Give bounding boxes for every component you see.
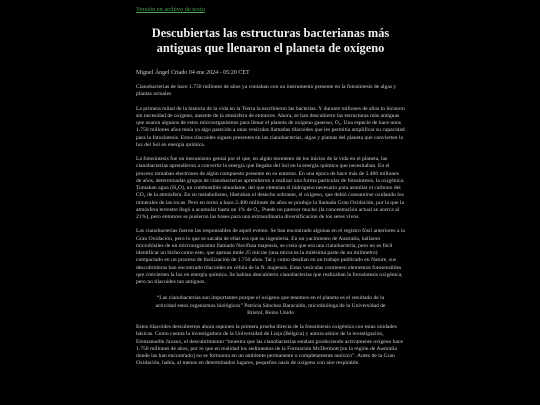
article-paragraph: La primera mitad de la historia de la vida en la Tierra la escribieron las bacterias. Y durante millones de años lo hicieron sin necesidad de oxígeno, ausente de la atmósfera de entonces. Ahora, se han descubierto las estructuras más antiguas que usaron algunos de estos microorganismos para llenar el planeta de oxígeno gaseoso, O₂. Una especie de hace unos 1.750 millones años tenía ya algo parecido a unas vesículas llamadas tilacoides que les permitía amplificar su capacidad para la fotosíntesis. Estos tilacoides siguen presentes en las cianobacterias, algas y plantas del planeta que convierten la luz del Sol en energía química. — [136, 105, 405, 148]
pull-quote: “Las cianobacterias son importantes porque el oxígeno que tenemos en el planeta es el resultado de la actividad estos organismos biológicos” Patricia Sánchez Baracaldo, microbióloga de la Universidad de Bristol, Reino Unido — [155, 295, 386, 316]
article-paragraph: La fotosíntesis fue un mecanismo genial por el que, en algún momento de los inicios de la vida en el planeta, las cianobacterias aprendieron a convertir la energía que llegaba del Sol en la energía química que necesitaban. En el proceso tomaban electrones de algún compuesto presente en su entorno. En una época de hace más de 2.400 millones de años, determinadas grupos de cianobacterias aprendieron a realizar una forma particular de fotosíntesis, la oxigénica. Tomaban agua (H₂O), un combustible abundante, del que obtenían el hidrógeno necesario para asimilar el carbono del CO₂ de la atmósfera. En su metabolismo, liberaban el desecho sobrante, el oxígeno, que debió consumirse oxidando los minerales de las rocas. Pero en torno a hace 2.400 millones de años se produjo la llamada Gran Oxidación, por la que la atmósfera terrestre llegó a acumular hasta un 1% de O₂. Puede no parecer mucho (la concentración actual se acerca al 21%), pero entonces se pusieron las bases para una extraordinaria diversificación de los seres vivos. — [136, 156, 405, 220]
article — [136, 18, 405, 368]
article-paragraph: Las cianobacterias fueron las responsables de aquel evento. Se han encontrado algunas en el registro fósil anteriores a la Gran Oxidación, pero lo que se sacaba de ellas era que su ingeniería. En un yacimiento de Australia, hallaron microfósiles de un microorganismo llamado Navifusa majensis, se creía que era una cianobacteria, pero no es fácil identificar un bicho como este, que apenas mide 25 micras (una micra es la milésima parte de un milímetro) compactado en un proceso de fosilización de 1.750 años. Tal y como detallan en un trabajo publicado en Nature, sus descubridoras han encontrado tilacoides en célula de la N. majensis. Estas vesículas contienen elementos fotosensibles que convierten la luz en energía química. Se habían descubierto cianobacterias que realizaban la fotosíntesis oxigénica, pero no tilacoides tan antiguos. — [136, 228, 405, 285]
article-byline: Miguel Ángel Criado 04 ene 2024 - 05:20 CET — [136, 70, 250, 76]
text-version-link[interactable]: Versión en archivo de texto — [136, 6, 205, 13]
article-title: Descubiertas las estructuras bacterianas más antiguas que llenaron el planeta de oxígeno — [151, 26, 390, 55]
article-lead: Cianobacterias de hace 1.750 millones de años ya contaban con un instrumento presente en la fotosíntesis de algas y plantas actuales — [136, 84, 397, 98]
article-paragraph: Estos tilacoides descubiertos ahora suponen la primera prueba directa de la fotosíntesis oxigénica con estas unidades básicas. Como cuenta la investigadora de la Universidad de Lieja (Bélgica) y autora sénior de la investigación, Emmanuelle Javaux, el descubrimiento “muestra que las cianobacterias estaban produciendo activamente oxígeno hace 1.750 millones de años, por lo que en realidad los sedimentos de la Formación McDermott [en la región de Australia donde las han encontrado] no se formaron en un ambiente permanente o completamente anóxico”. Antes de la Gran Oxidación, había, al menos en determinados lugares, pequeños oasis de oxígeno con aire respirable. — [136, 324, 403, 367]
